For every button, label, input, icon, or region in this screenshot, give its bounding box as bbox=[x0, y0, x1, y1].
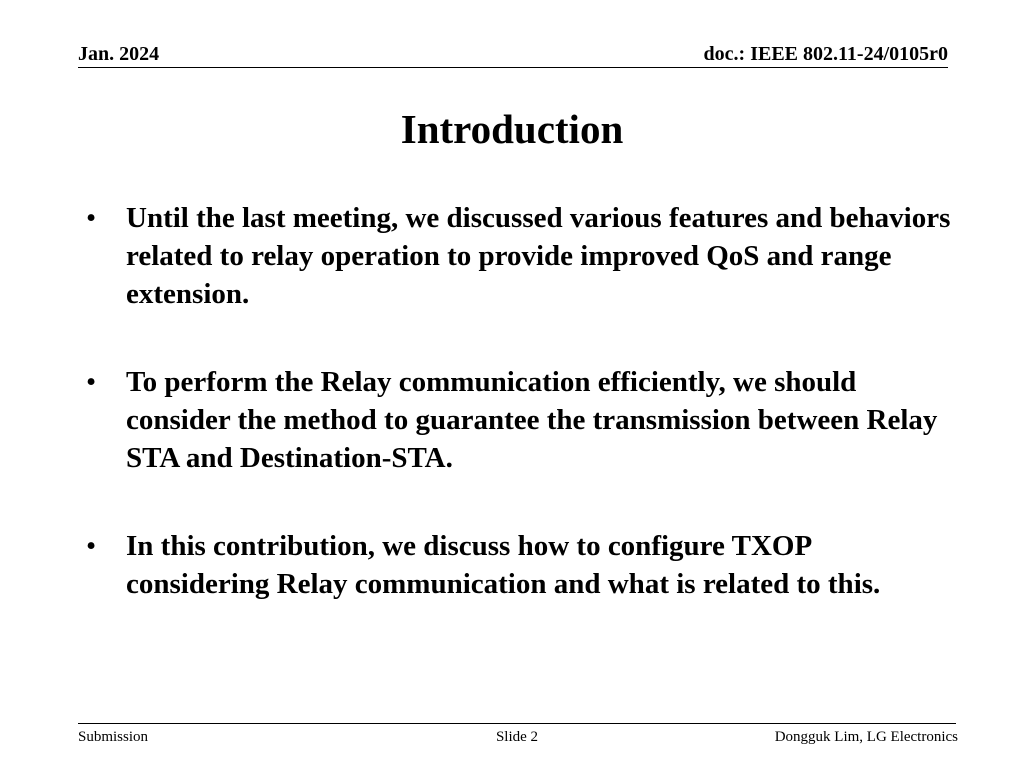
bullet-marker: • bbox=[86, 366, 97, 398]
footer-slide-number: Slide 2 bbox=[495, 729, 539, 745]
footer-submission: Submission bbox=[78, 729, 149, 745]
bullet-item bbox=[80, 527, 960, 603]
bullet-marker: • bbox=[86, 202, 97, 234]
bullet-marker: • bbox=[86, 530, 97, 562]
footer-divider bbox=[78, 723, 956, 724]
bullet-item bbox=[80, 199, 960, 313]
footer-author: Dongguk Lim, LG Electronics bbox=[774, 729, 958, 745]
bullet-text: To perform the Relay communication efficiently, we should consider the method to guarantee the transmission between Relay STA and Destination-STA. bbox=[126, 366, 938, 474]
bullet-item bbox=[80, 363, 960, 477]
bullet-list bbox=[80, 199, 960, 653]
header-date: Jan. 2024 bbox=[78, 43, 160, 65]
header-divider bbox=[78, 67, 948, 68]
bullet-text: In this contribution, we discuss how to configure TXOP considering Relay communication and what is related to this. bbox=[126, 530, 881, 600]
bullet-text: Until the last meeting, we discussed various features and behaviors related to relay operation to provide improved QoS and range extension. bbox=[126, 202, 951, 310]
slide-title: Introduction bbox=[400, 106, 624, 152]
header-doc-id: doc.: IEEE 802.11-24/0105r0 bbox=[703, 43, 948, 65]
